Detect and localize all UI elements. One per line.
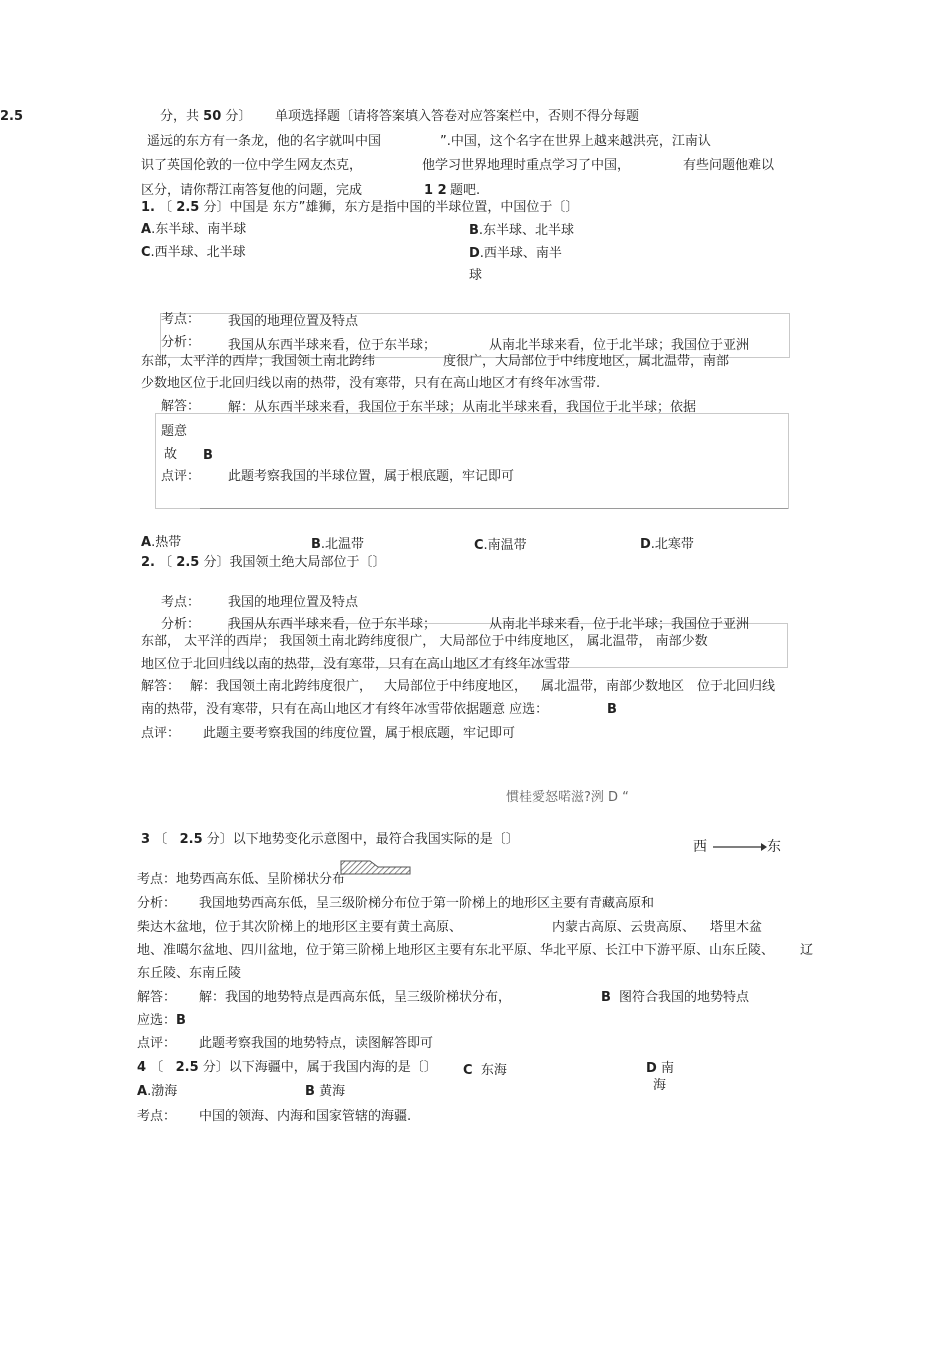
header-instruction: 单项选择题〔请将答案填入答卷对应答案栏中，否则不得分每题 — [275, 109, 640, 124]
q2-num: 2. — [141, 555, 155, 570]
header-total: 50 — [203, 109, 222, 124]
intro-l3a: 区分，请你帮江南答复他的问题，完成 — [141, 183, 363, 198]
q4-stem: 分〕以下海疆中，属于我国内海的是〔〕 — [202, 1060, 437, 1075]
q3-fenxi-l3b: 辽 — [800, 943, 814, 958]
q2-answer: B — [607, 702, 617, 717]
q2-score: 2.5 — [176, 555, 200, 570]
q1-jieda-label: 解答： — [161, 399, 201, 414]
q3-yingxuan: 应选： — [137, 1013, 177, 1028]
terrain-slope-icon — [340, 860, 412, 876]
q3-score: 2.5 — [179, 832, 203, 847]
q3-fenxi-label: 分析： — [137, 896, 177, 911]
q4-option-c[interactable]: C 东海 — [463, 1063, 507, 1078]
q3-jieda: 解：我国的地势特点是西高东低，呈三级阶梯状分布， — [199, 990, 512, 1005]
arrow-right-icon — [711, 840, 767, 854]
q2-kaodian-label: 考点： — [161, 595, 201, 610]
q4-num: 4 — [137, 1060, 147, 1075]
q2-jieda-l1a: 解：我国领土南北跨纬度很广， — [190, 679, 373, 694]
intro-l3b: 1 2 — [424, 183, 447, 198]
q2-stem-line — [141, 554, 385, 572]
q1-stem-line — [141, 199, 578, 217]
q3-jieda-label: 解答： — [137, 990, 177, 1005]
q4-paren: 〔 — [150, 1060, 164, 1075]
q1-option-c[interactable]: C.西半球、北半球 — [141, 245, 246, 260]
q1-fenxi-label: 分析： — [161, 335, 201, 350]
header-score: 2.5 — [0, 109, 24, 124]
q2-kaodian: 我国的地理位置及特点 — [228, 595, 359, 610]
q1-answer-box — [155, 413, 789, 509]
q3-fenxi-l2a: 柴达木盆地，位于其次阶梯上的地形区主要有黄土高原、 — [137, 920, 463, 935]
q3-fenxi-l2c: 塔里木盆 — [710, 920, 763, 935]
q1-dianping-label: 点评： — [161, 469, 201, 484]
q4-option-a[interactable]: A.渤海 — [137, 1084, 178, 1099]
q1-fenxi-l3: 少数地区位于北回归线以南的热带，没有寒带，只有在高山地区才有终年冰雪带. — [141, 376, 601, 391]
q2-fenxi-l1a: 我国从东西半球来看，位于东半球； — [228, 617, 437, 632]
q1-kaodian-label: 考点： — [161, 312, 201, 327]
q2-fenxi-label: 分析： — [161, 617, 201, 632]
q3-num: 3 — [141, 832, 151, 847]
q1-fenxi-l1a: 我国从东西半球来看，位于东半球； — [228, 338, 437, 353]
q2-jieda-l1c: 属北温带，南部少数地区 — [541, 679, 685, 694]
q1-divider — [200, 508, 788, 509]
q4-option-b[interactable]: B 黄海 — [305, 1084, 346, 1099]
q3-paren: 〔 — [154, 832, 168, 847]
q2-option-c[interactable]: C.南温带 — [474, 538, 527, 553]
q3-fenxi-l3a: 地、准噶尔盆地、四川盆地，位于第三阶梯上地形区主要有东北平原、华北平原、长江中下游平原、山东丘陵、 — [137, 943, 775, 958]
q4-option-d-wrap: 海 — [653, 1078, 667, 1093]
q1-fenxi-l1b: 从南北半球来看，位于北半球；我国位于亚洲 — [489, 338, 750, 353]
q1-score: 2.5 — [176, 200, 200, 215]
q3-jieda-c: 图符合我国的地势特点 — [619, 990, 750, 1005]
intro-l2b: 他学习世界地理时重点学习了中国， — [422, 158, 631, 173]
q3-fenxi-l4: 东丘陵、东南丘陵 — [137, 966, 242, 981]
diagram-east-label: 东 — [767, 839, 781, 855]
q3-fenxi-l1: 我国地势西高东低，呈三级阶梯分布位于第一阶梯上的地形区主要有青藏高原和 — [199, 896, 655, 911]
q3-dianping: 此题考察我国的地势特点，读图解答即可 — [199, 1036, 434, 1051]
q3-answer: B — [176, 1013, 186, 1028]
q2-dianping-label: 点评： — [141, 726, 181, 741]
q1-dianping: 此题考察我国的半球位置，属于根底题，牢记即可 — [228, 469, 515, 484]
q2-fenxi-l2: 东部， 太平洋的西岸； 我国领土南北跨纬度很广， 大局部位于中纬度地区， 属北温带， 南部少数 — [141, 634, 708, 649]
header-line — [160, 108, 251, 126]
intro-l2a: 识了英国伦敦的一位中学生网友杰克， — [141, 158, 363, 173]
q4-stem-line — [137, 1059, 437, 1077]
q2-fenxi-l3: 地区位于北回归线以南的热带，没有寒带，只有在高山地区才有终年冰雪带 — [141, 657, 571, 672]
intro-l2c: 有些问题他难以 — [683, 158, 775, 173]
q3-stem: 分〕以下地势变化示意图中，最符合我国实际的是〔〕 — [206, 832, 519, 847]
q2-option-b[interactable]: B.北温带 — [311, 537, 365, 552]
q2-stem: 分〕我国领土绝大局部位于〔〕 — [203, 555, 386, 570]
header-instr-b: 分〕 — [225, 109, 252, 124]
q1-option-a[interactable]: A.东半球、南半球 — [141, 222, 247, 237]
q3-jieda-b: B — [601, 990, 611, 1005]
q2-jieda-l2: 南的热带，没有寒带，只有在高山地区才有终年冰雪带依据题意 应选： — [141, 702, 549, 717]
q1-fenxi-l2b: 度很广，大局部位于中纬度地区，属北温带，南部 — [443, 354, 730, 369]
q3-stem-line — [141, 831, 519, 849]
q1-kaodian: 我国的地理位置及特点 — [228, 314, 359, 329]
diagram-west-label: 西 — [693, 839, 707, 855]
q2-jieda-l1d: 位于北回归线 — [697, 679, 776, 694]
q3-dianping-label: 点评： — [137, 1036, 177, 1051]
header-instr-a: 分，共 — [160, 109, 200, 124]
q2-option-a[interactable]: A.热带 — [141, 535, 182, 550]
q4-kaodian: 中国的领海、内海和国家管辖的海疆. — [199, 1109, 412, 1124]
q1-fenxi-l2a: 东部，太平洋的西岸；我国领土南北跨纬 — [141, 354, 376, 369]
q1-option-b[interactable]: B.东半球、北半球 — [469, 223, 575, 238]
q2-jieda-label: 解答： — [141, 679, 181, 694]
intro-l1b: ”.中国，这个名字在世界上越来越洪亮，江南认 — [440, 134, 711, 149]
q3-fenxi-l2b: 内蒙古高原、云贵高原、 — [552, 920, 696, 935]
q1-num: 1. — [141, 200, 155, 215]
q1-paren: 〔 — [159, 200, 173, 215]
garbled-text: 慣桂愛怒喏滋?洌 D “ — [506, 790, 629, 805]
q1-option-d[interactable]: D.西半球、南半 — [469, 246, 562, 261]
q1-answer: B — [203, 448, 213, 463]
q1-stem: 分〕中国是 东方”雄狮，东方是指中国的半球位置，中国位于〔〕 — [203, 200, 579, 215]
q2-jieda-l1b: 大局部位于中纬度地区， — [384, 679, 528, 694]
q4-score: 2.5 — [175, 1060, 199, 1075]
q1-jieda: 解：从东西半球来看，我国位于东半球；从南北半球来看，我国位于北半球；依据 — [228, 400, 697, 415]
q1-jieda-l2: 题意 — [161, 424, 188, 439]
q3-yingxuan-line — [137, 1012, 186, 1030]
q4-option-d[interactable]: D 南 — [646, 1061, 674, 1076]
q3-kaodian: 考点：地势西高东低、呈阶梯状分布 — [137, 872, 346, 887]
q2-fenxi-l1b: 从南北半球来看，位于北半球；我国位于亚洲 — [489, 617, 750, 632]
intro-l3c: 题吧. — [450, 183, 481, 198]
q1-gu: 故 — [164, 447, 178, 462]
q2-paren: 〔 — [159, 555, 173, 570]
q1-option-d-wrap: 球 — [469, 268, 483, 283]
intro-l1a: 遥远的东方有一条龙，他的名字就叫中国 — [147, 134, 382, 149]
q2-option-d[interactable]: D.北寒带 — [640, 537, 694, 552]
q4-kaodian-label: 考点： — [137, 1109, 177, 1124]
q2-dianping: 此题主要考察我国的纬度位置，属于根底题，牢记即可 — [203, 726, 516, 741]
